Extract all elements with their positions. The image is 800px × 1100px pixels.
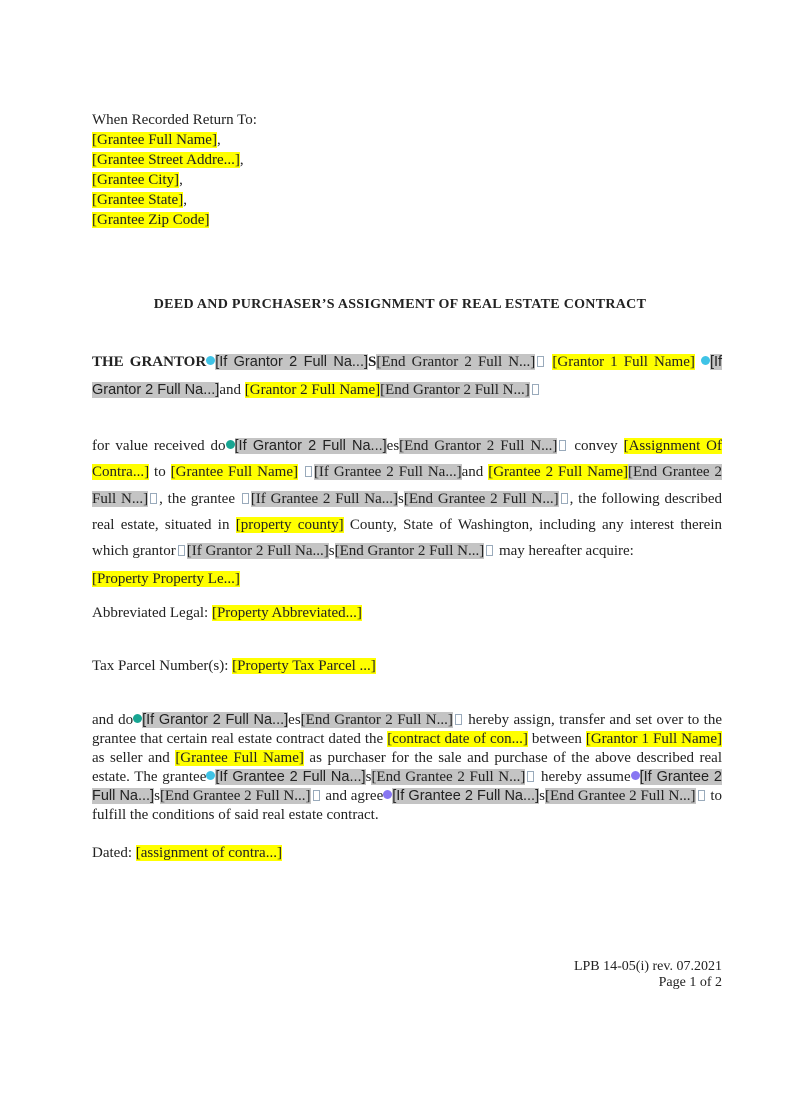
conditional-end-box-icon [455, 714, 462, 725]
body-text: as purchaser for the sale and purchase of the above described real estate. The grantee [92, 750, 723, 785]
punctuation: , [216, 132, 221, 148]
conditional-field[interactable]: [End Grantee 2 Full N...] [544, 788, 696, 804]
conditional-start-field[interactable]: [If Grantor 2 Full Na...] [92, 354, 723, 398]
body-text: and agree [321, 788, 384, 804]
merge-field[interactable]: [Assignment Of Contra...] [92, 438, 722, 481]
body-text [298, 464, 303, 480]
conditional-start-field[interactable]: [If Grantor 2 Full Na...] [234, 438, 387, 454]
body-text: , the grantee [159, 490, 240, 507]
conditional-start-field[interactable]: [If Grantor 2 Full Na...] [215, 354, 369, 370]
body-text [695, 354, 701, 370]
page-footer [574, 959, 722, 991]
conditional-marker-dot-icon [631, 771, 640, 780]
conditional-field[interactable]: [End Grantee 2 Full N...] [159, 788, 311, 804]
body-text: convey [568, 438, 624, 454]
bold-text: THE GRANTOR [92, 354, 207, 370]
merge-field[interactable]: [Grantor 1 Full Name] [552, 354, 695, 370]
body-text: for value received do [92, 438, 226, 454]
conditional-marker-dot-icon [383, 790, 392, 799]
conditional-end-box-icon [305, 466, 312, 477]
return-to-label: When Recorded Return To: [92, 112, 257, 128]
conditional-start-field[interactable]: [If Grantor 2 Full Na...] [142, 712, 289, 728]
conditional-field[interactable]: [End Grantee 2 Full N...] [92, 464, 723, 507]
merge-field[interactable]: [Grantee Street Addre...] [92, 152, 240, 168]
body-text: s [365, 769, 372, 785]
body-text: to fulfill the conditions of said real estate contract. [92, 788, 722, 823]
page-number: Page 1 of 2 [658, 975, 722, 990]
conditional-marker-dot-icon [701, 356, 710, 365]
merge-field[interactable]: [Grantor 2 Full Name] [244, 382, 381, 398]
conditional-end-box-icon [313, 790, 320, 801]
merge-field[interactable]: [Property Abbreviated...] [211, 605, 362, 621]
conditional-end-box-icon [486, 545, 493, 556]
conditional-end-box-icon [527, 771, 534, 782]
body-text: Abbreviated Legal: [92, 605, 212, 621]
merge-field[interactable]: [Grantee Full Name] [175, 750, 304, 766]
punctuation: , [239, 152, 244, 168]
conditional-start-field[interactable]: [If Grantee 2 Full Na...] [215, 769, 366, 785]
merge-field[interactable]: [Grantee City] [92, 172, 180, 188]
conditional-end-box-icon [242, 493, 249, 504]
conditional-marker-dot-icon [206, 771, 215, 780]
body-text: to [149, 464, 171, 481]
merge-field[interactable]: [property county] [235, 516, 344, 533]
document-title: DEED AND PURCHASER’S ASSIGNMENT OF REAL ESTATE CONTRACT [153, 297, 647, 312]
merge-field[interactable]: [Grantor 1 Full Name] [585, 731, 722, 747]
conditional-marker-dot-icon [226, 440, 235, 449]
conditional-end-box-icon [561, 493, 568, 504]
body-text: Dated: [92, 845, 136, 861]
body-text: and [219, 382, 245, 398]
return-address-line [92, 150, 722, 170]
legal-description [92, 568, 722, 590]
body-text: hereby assume [536, 769, 631, 785]
merge-field[interactable]: [assignment of contra...] [135, 845, 282, 861]
conditional-start-field[interactable]: [If Grantee 2 Full Na...] [92, 769, 722, 804]
body-text: as seller and [92, 750, 176, 766]
return-address-line [92, 190, 722, 210]
return-address-block [92, 110, 722, 230]
conditional-end-box-icon [532, 384, 539, 395]
conditional-start-field[interactable]: [If Grantee 2 Full Na...] [392, 788, 540, 804]
conditional-field[interactable]: [End Grantor 2 Full N...] [334, 543, 485, 560]
merge-field[interactable]: [Grantee State] [92, 192, 184, 208]
conveyance-paragraph [92, 433, 722, 564]
body-text: and do [92, 712, 134, 728]
conditional-marker-dot-icon [133, 714, 142, 723]
conditional-end-box-icon [150, 493, 157, 504]
conditional-field[interactable]: [End Grantee 2 Full N...] [371, 769, 526, 785]
body-text: and [461, 464, 489, 481]
assignment-paragraph [92, 711, 722, 825]
merge-field[interactable]: [contract date of con...] [387, 731, 528, 747]
merge-field[interactable]: [Grantee Zip Code] [92, 212, 210, 228]
return-address-line [92, 210, 722, 230]
body-text: Tax Parcel Number(s): [92, 658, 233, 674]
merge-field[interactable]: [Grantee 2 Full Name] [488, 464, 628, 481]
body-text: hereby assign, transfer and set over to the grantee that certain real estate contract dated the [92, 712, 723, 747]
form-id: LPB 14-05(i) rev. 07.2021 [573, 959, 722, 974]
conditional-field[interactable]: [End Grantor 2 Full N...] [399, 438, 558, 454]
return-address-line [92, 170, 722, 190]
punctuation: , [183, 192, 187, 208]
body-text: may hereafter acquire: [495, 543, 634, 560]
conditional-field[interactable]: [End Grantee 2 Full N...] [403, 490, 559, 507]
return-address-line [92, 130, 722, 150]
merge-field[interactable]: [Property Tax Parcel ...] [232, 658, 376, 674]
body-text: s [328, 543, 335, 560]
merge-field[interactable]: [Grantee Full Name] [170, 464, 298, 481]
grantor-paragraph [92, 348, 722, 404]
conditional-field[interactable]: [End Grantor 2 Full N...] [300, 712, 453, 728]
bold-text: S [368, 354, 377, 370]
conditional-field[interactable]: [End Grantor 2 Full N...] [376, 354, 536, 370]
body-text: s [154, 788, 160, 804]
body-text: between [527, 731, 586, 747]
body-text: s [398, 490, 404, 507]
conditional-field[interactable]: [If Grantor 2 Full Na...] [186, 543, 329, 560]
body-text: es [288, 712, 301, 728]
conditional-end-box-icon [698, 790, 705, 801]
abbreviated-legal [92, 602, 722, 624]
conditional-field[interactable]: [End Grantor 2 Full N...] [380, 382, 530, 398]
conditional-end-box-icon [537, 356, 544, 367]
body-text: , the following described real estate, situated in [92, 490, 722, 533]
conditional-marker-dot-icon [206, 356, 215, 365]
conditional-end-box-icon [559, 440, 566, 451]
merge-field[interactable]: [Property Property Le...] [92, 571, 240, 587]
dated-line [92, 842, 722, 864]
merge-field[interactable]: [Grantee Full Name] [92, 132, 217, 148]
body-text: es [386, 438, 400, 454]
conditional-field[interactable]: [If Grantee 2 Full Na...] [313, 464, 462, 481]
conditional-end-box-icon [178, 545, 185, 556]
body-text: County, State of Washington, including any interest therein which grantor [92, 516, 722, 560]
body-text: s [539, 788, 545, 804]
tax-parcel-number [92, 655, 722, 677]
conditional-field[interactable]: [If Grantee 2 Full Na...] [250, 490, 399, 507]
punctuation: , [179, 172, 183, 188]
